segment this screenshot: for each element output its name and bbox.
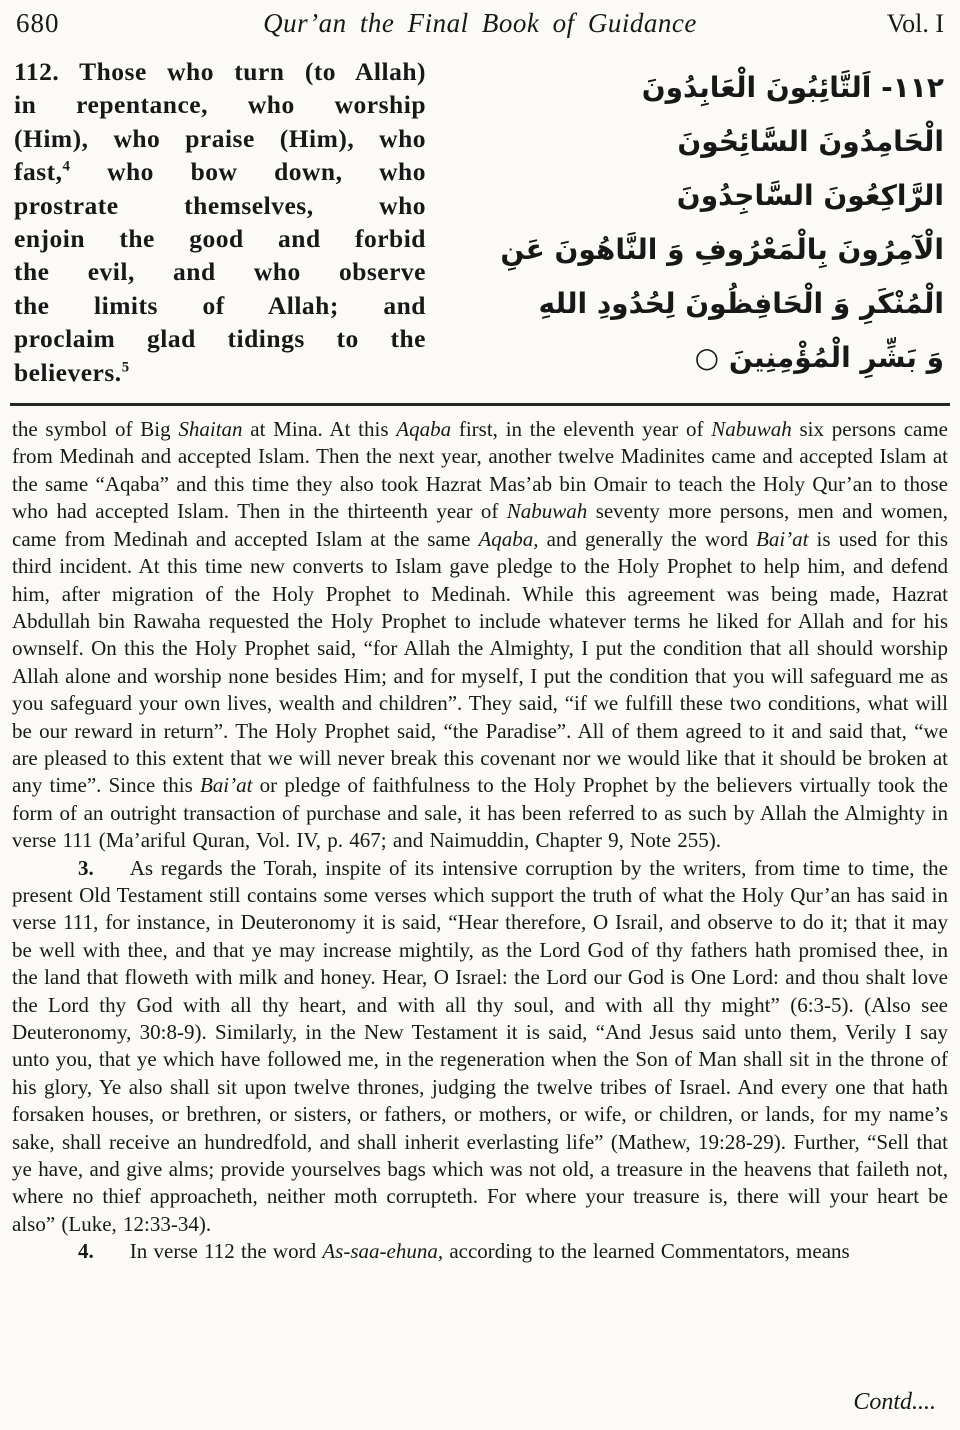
verse-line — [14, 255, 426, 288]
verse-arabic-line: وَ بَشِّرِ الْمُؤْمِنِينَ ○ — [694, 341, 944, 374]
italic-run: Bai’at — [756, 526, 809, 551]
verse-line — [14, 322, 426, 355]
text-run: first, in the eleventh year of — [451, 417, 712, 442]
text-run: the symbol of Big — [12, 417, 179, 442]
text-run: 112. Those who turn (to Allah) — [14, 57, 426, 86]
commentary — [10, 416, 950, 1266]
book-title: Qur’an the Final Book of Guidance — [263, 8, 697, 38]
verse-section — [10, 55, 950, 389]
verse-arabic-line: ١١٢- اَلتَّائِبُونَ الْعَابِدُونَ — [641, 71, 944, 104]
text-run: (Him), who praise (Him), who — [14, 123, 426, 153]
italic-run: Shaitan — [178, 417, 243, 442]
text-run: proclaim glad tidings to the — [14, 324, 426, 354]
page-number: 680 — [16, 8, 60, 38]
text-run: As regards the Torah, inspite of its intensive corruption by the writers, from time to time, the present Old Testament still contains some verses which support the truth of what the Holy Qur’an has said in verse 111, for instance, in Deuteronomy it is said, “Hear therefore, O Israil, and observe to do it; that it may be well with thee, and that ye may increase mightily, as the Lord God of thy fathers hath promised thee, in the land that floweth with milk and honey. Hear, O Israel: the Lord our God is One Lord: and thou shalt love the Lord thy God with all thy heart, and with all thy soul, and with all thy might” (6:3-5). (Also see Deuteronomy, 30:8-9). Similarly, in the New Testament it is said, “And Jesus said unto them, Verily I say unto you, that ye which have followed me, in the regeneration when the Son of Man shall sit in the throne of his glory, Ye also shall sit upon twelve thrones, judging the twelve tribes of Israel. And every one that hath forsaken houses, or brethren, or sisters, or fathers, or mothers, or wife, or children, or lands, for my name’s sake, shall receive an hundredfold, and shall inherit everlasting life” (Mathew, 19:28-29). Further, “Sell that ye have, and give alms; provide yourselves bags which was not old, a treasure in the heavens that faileth not, where no thief approacheth, neither moth corrupteth. For where your treasure is, there will your heart be also” (Luke, 12:33-34). — [12, 855, 948, 1236]
text-run: in repentance, who worship — [14, 90, 426, 120]
italic-run: As-saa-ehuna, — [322, 1239, 444, 1264]
text-run: In verse 112 the word — [129, 1239, 323, 1264]
text-run: and generally the word — [538, 526, 757, 551]
verse-line — [14, 289, 426, 322]
italic-run: Aqaba — [396, 417, 452, 442]
paragraph-number: 3. — [78, 855, 94, 880]
verse-line — [14, 88, 426, 121]
italic-run: Nabuwah — [506, 499, 588, 524]
text-run: believers. — [14, 357, 122, 387]
text-run: fast, — [14, 157, 63, 187]
commentary-paragraph — [12, 855, 948, 1239]
continued-label: Contd.... — [853, 1389, 936, 1415]
italic-run: Nabuwah — [711, 417, 792, 442]
section-divider — [10, 403, 950, 406]
commentary-paragraph — [12, 1238, 948, 1265]
italic-run: Aqaba, — [478, 526, 539, 551]
text-run: according to the learned Commentators, means — [443, 1239, 850, 1264]
verse-arabic — [426, 55, 946, 389]
verse-arabic-line: الرَّاكِعُونَ السَّاجِدُونَ — [676, 179, 944, 212]
text-run: who bow down, who — [70, 157, 426, 187]
text-run: the evil, and who observe — [14, 257, 426, 287]
footnote-ref: 5 — [121, 359, 130, 376]
verse-line — [14, 222, 426, 255]
italic-run: Bai’at — [199, 773, 253, 798]
text-run: the limits of Allah; and — [14, 290, 426, 320]
page-header — [10, 8, 950, 39]
verse-line — [14, 122, 426, 155]
verse-line — [14, 189, 426, 222]
verse-line — [14, 356, 426, 389]
verse-arabic-line: الْحَامِدُونَ السَّائِحُونَ — [677, 125, 944, 158]
text-run: prostrate themselves, who — [14, 190, 426, 220]
text-run: six persons came from Medinah and accepted Islam. Then the next year, another twelve Madinites came and accepted Islam at the same “Aqaba” and this time they also took Hazrat Mas’ab bin Omair to teach the Holy Qur’an to those who had accepted Islam. Then in the thirteenth year of — [12, 417, 948, 524]
commentary-paragraph — [12, 416, 948, 855]
footnote-ref: 4 — [62, 158, 71, 175]
paragraph-number: 4. — [78, 1239, 94, 1264]
text-run: at Mina. At this — [242, 417, 397, 442]
text-run: seventy more persons, men and women, came from Medinah and accepted Islam at the same — [12, 499, 948, 551]
verse-line — [14, 155, 426, 188]
text-run: is used for this third incident. At this time new converts to Islam gave pledge to the Holy Prophet to help him, and defend him, after migration of the Holy Prophet to Medinah. While this agreement was being made, Hazrat Abdullah bin Rawaha requested the Holy Prophet to include whatever terms he liked for Allah and for his ownself. On this the Holy Prophet said, “for Allah the Almighty, I put the condition that all should worship Allah alone and worship none besides Him; and for myself, I put the condition that you will safeguard me as you safeguard your own lives, wealth and children”. They said, “if we fulfill these two conditions, what will be our reward in return”. The Holy Prophet said, “the Paradise”. All of them agreed to it and said that, “we are pleased to this extent that we will never break this covenant nor we would like that it should be broken at any time”. Since this — [12, 526, 948, 798]
verse-line — [14, 55, 426, 88]
verse-arabic-line: الْمُنْكَرِ وَ الْحَافِظُونَ لِحُدُودِ اللهِ — [538, 287, 944, 320]
text-run: or pledge of faithfulness to the Holy Prophet by the believers virtually took the form of an outright transaction of purchase and sale, it has been referred to as such by Allah the Almighty in verse 111 (Ma’ariful Quran, Vol. IV, p. 467; and Naimuddin, Chapter 9, Note 255). — [12, 773, 948, 853]
verse-arabic-line: الْآمِرُونَ بِالْمَعْرُوفِ وَ النَّاهُونَ عَنِ — [500, 233, 944, 266]
volume-label: Vol. I — [886, 9, 944, 38]
text-run: enjoin the good and forbid — [14, 224, 426, 254]
verse-translation — [14, 55, 426, 389]
